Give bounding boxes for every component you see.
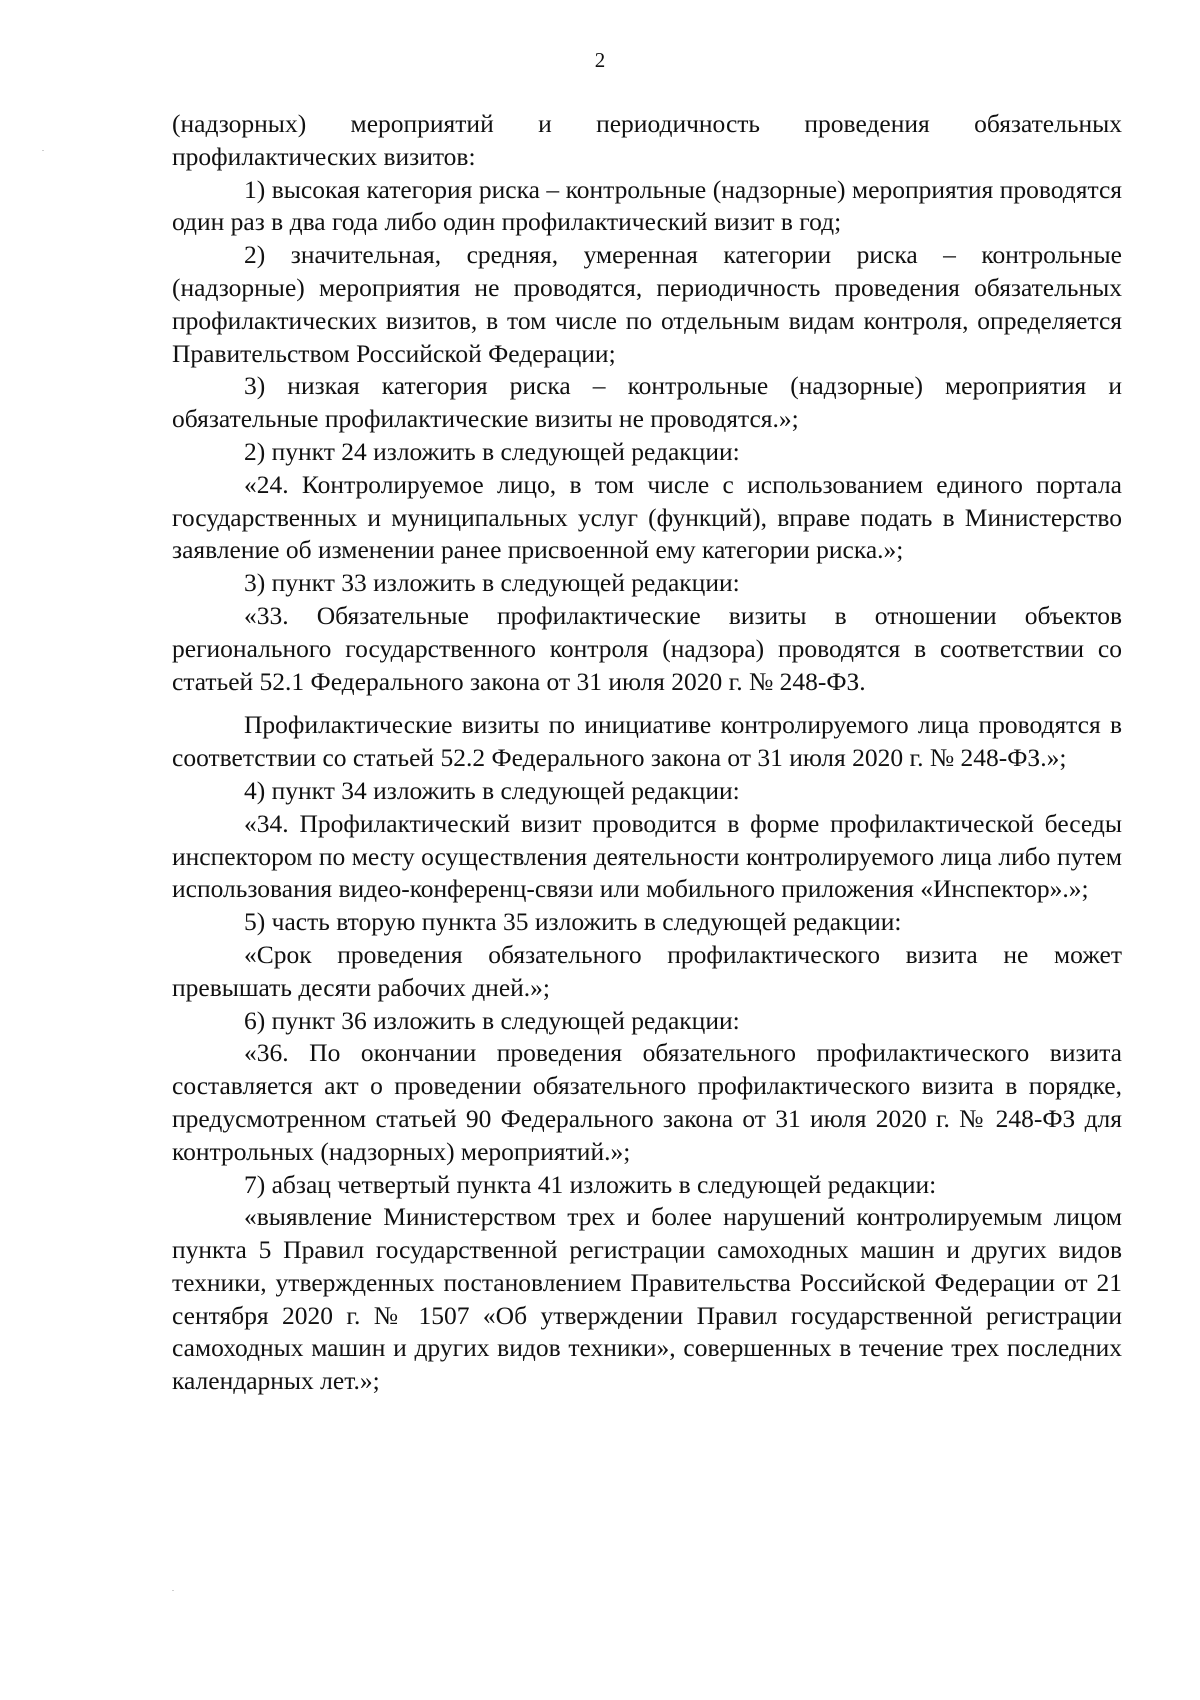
document-body (172, 108, 1122, 1398)
paragraph-item-41-instruction: 7) абзац четвертый пункта 41 изложить в следующей редакции: (244, 1169, 937, 1199)
paragraph-item-35-instruction: 5) часть вторую пункта 35 изложить в следующей редакции: (244, 907, 902, 937)
paragraph-item-24-text: «24. Контролируемое лицо, в том числе с использованием единого портала государственных и муниципальных услуг (функций), вправе подать в Министерство заявление об изменении ранее присвоенной ему категории риска.»; (172, 469, 1122, 565)
page-number: 2 (594, 48, 606, 72)
paragraph-item-35-text: «Срок проведения обязательного профилактического визита не может превышать десяти рабочих дней.»; (172, 939, 1122, 1002)
paragraph-medium-risk: 2) значительная, средняя, умеренная категории риска – контрольные (надзорные) мероприятия не проводятся, периодичность проведения обязательных профилактических визитов, в том числе по отдельным видам контроля, определяется Правительством Российской Федерации; (172, 240, 1122, 368)
paragraph-item-33-instruction: 3) пункт 33 изложить в следующей редакции: (244, 568, 740, 598)
paragraph-continuation: (надзорных) мероприятий и периодичность проведения обязательных профилактических визитов: (172, 109, 1122, 171)
paragraph-item-24-instruction: 2) пункт 24 изложить в следующей редакции: (244, 436, 740, 466)
paragraph-item-36-instruction: 6) пункт 36 изложить в следующей редакции: (244, 1005, 740, 1035)
paragraph-item-33-initiative: Профилактические визиты по инициативе контролируемого лица проводятся в соответствии со статьей 52.2 Федерального закона от 31 июля 2020 г. № 248-ФЗ.»; (172, 710, 1122, 773)
scan-speck (172, 1590, 174, 1591)
paragraph-item-36-text: «36. По окончании проведения обязательного профилактического визита составляется акт о проведении обязательного профилактического визита в порядке, предусмотренном статьей 90 Федерального закона от 31 июля 2020 г. № 248-ФЗ для контрольных (надзорных) мероприятий.»; (172, 1038, 1122, 1166)
paragraph-item-41-text: «выявление Министерством трех и более нарушений контролируемым лицом пункта 5 Правил государственной регистрации самоходных машин и других видов техники, утвержденных постановлением Правительства Российской Федерации от 21 сентября 2020 г. № 1507 «Об утверждении Правил государственной регистрации самоходных машин и других видов техники», совершенных в течение трех последних календарных лет.»; (172, 1202, 1122, 1396)
paragraph-item-34-text: «34. Профилактический визит проводится в форме профилактической беседы инспектором по месту осуществления деятельности контролируемого лица либо путем использования видео-конференц-связи или мобильного приложения «Инспектор».»; (172, 808, 1122, 904)
paragraph-item-33-text: «33. Обязательные профилактические визиты в отношении объектов регионального государственного контроля (надзора) проводятся в соответствии со статьей 52.1 Федерального закона от 31 июля 2020 г. № 248-ФЗ. (172, 600, 1122, 696)
paragraph-high-risk: 1) высокая категория риска – контрольные (надзорные) мероприятия проводятся один раз в два года либо один профилактический визит в год; (172, 174, 1122, 237)
paragraph-item-34-instruction: 4) пункт 34 изложить в следующей редакции: (244, 775, 740, 805)
paragraph-low-risk: 3) низкая категория риска – контрольные (надзорные) мероприятия и обязательные профилактические визиты не проводятся.»; (172, 371, 1122, 434)
scan-speck (42, 150, 44, 151)
